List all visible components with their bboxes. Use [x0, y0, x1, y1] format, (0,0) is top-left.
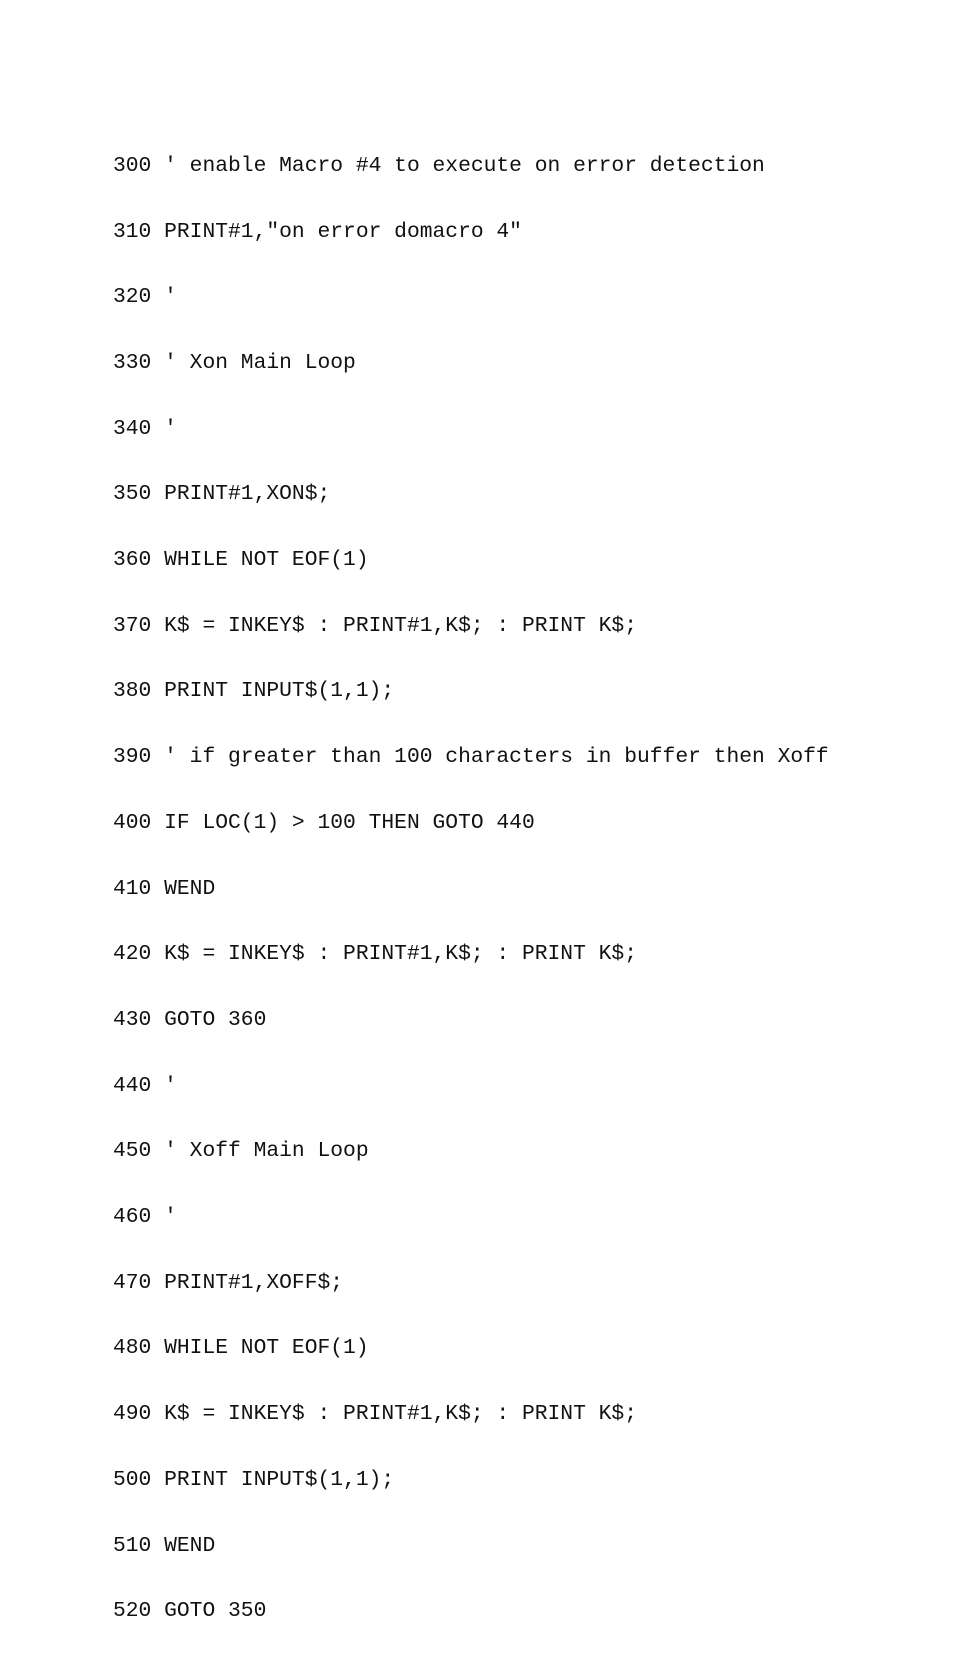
code-line: 310 PRINT#1,"on error domacro 4" — [113, 219, 522, 244]
code-line: 470 PRINT#1,XOFF$; — [113, 1270, 344, 1295]
code-line: 420 K$ = INKEY$ : PRINT#1,K$; : PRINT K$; — [113, 942, 637, 967]
code-line: 480 WHILE NOT EOF(1) — [113, 1336, 369, 1361]
code-line: 350 PRINT#1,XON$; — [113, 482, 331, 507]
code-line: 360 WHILE NOT EOF(1) — [113, 548, 369, 573]
basic-code-listing — [113, 112, 829, 1667]
code-line: 370 K$ = INKEY$ : PRINT#1,K$; : PRINT K$; — [113, 613, 637, 638]
code-line: 320 ' — [113, 285, 177, 310]
code-line: 520 GOTO 350 — [113, 1599, 267, 1624]
code-line: 390 ' if greater than 100 characters in buffer then Xoff — [113, 745, 829, 770]
code-line: 450 ' Xoff Main Loop — [113, 1139, 369, 1164]
code-line: 340 ' — [113, 416, 177, 441]
code-line: 400 IF LOC(1) > 100 THEN GOTO 440 — [113, 810, 535, 835]
code-line: 380 PRINT INPUT$(1,1); — [113, 679, 395, 704]
code-line: 410 WEND — [113, 876, 216, 901]
code-line: 500 PRINT INPUT$(1,1); — [113, 1467, 395, 1492]
code-line: 460 ' — [113, 1205, 177, 1230]
code-line: 330 ' Xon Main Loop — [113, 350, 356, 375]
code-line: 510 WEND — [113, 1533, 216, 1558]
code-line: 490 K$ = INKEY$ : PRINT#1,K$; : PRINT K$; — [113, 1402, 637, 1427]
code-line: 430 GOTO 360 — [113, 1007, 267, 1032]
code-line: 300 ' enable Macro #4 to execute on error detection — [113, 153, 765, 178]
code-line: 440 ' — [113, 1073, 177, 1098]
